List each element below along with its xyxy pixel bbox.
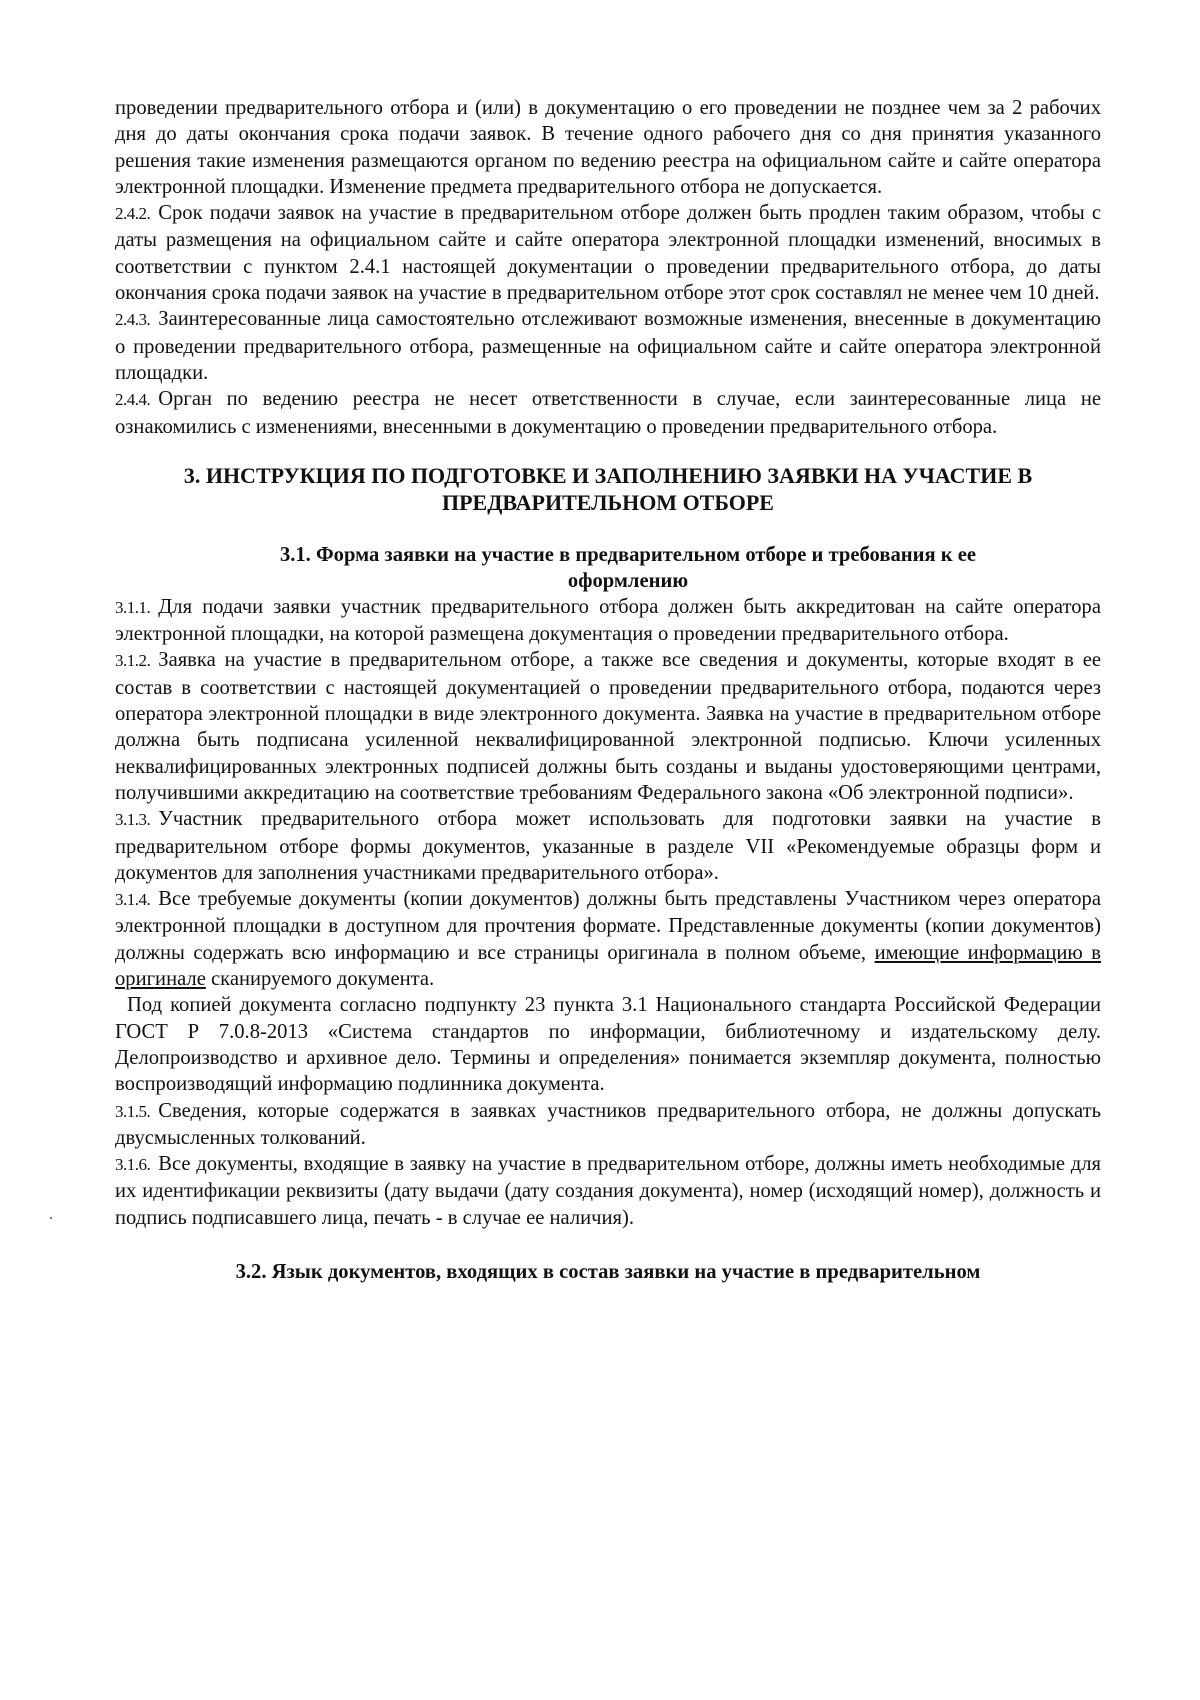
clause-number: 3.1.6. — [115, 1155, 151, 1175]
clause-text: Все документы, входящие в заявку на участие в предварительном отборе, должны иметь необходимые для их идентификации реквизиты (дату выдачи (дату создания документа), номер (исходящий номер), должность и подпись подписавшего лица, печать - в случае ее наличия). — [115, 1153, 1101, 1229]
clause-number: 3.1.4. — [115, 890, 151, 910]
paragraph-2-4-2 — [115, 200, 1101, 306]
paragraph-3-1-5 — [115, 1098, 1101, 1152]
clause-number: 3.1.3. — [115, 810, 151, 830]
clause-text: Заинтересованные лица самостоятельно отслеживают возможные изменения, внесенные в документацию о проведении предварительного отбора, размещенные на официальном сайте и сайте оператора электронной площадки. — [115, 308, 1101, 384]
section-3-heading-line1: 3. ИНСТРУКЦИЯ ПО ПОДГОТОВКЕ И ЗАПОЛНЕНИЮ ЗАЯВКИ НА УЧАСТИЕ В — [183, 462, 1033, 488]
subsection-3-1-heading-line2: оформлению — [567, 569, 689, 592]
paragraph-3-1-6 — [115, 1151, 1101, 1231]
clause-text: Участник предварительного отбора может использовать для подготовки заявки на участие в предварительном отборе формы документов, указанные в разделе VII «Рекомендуемые образцы форм и документов для заполнения участниками предварительного отбора». — [115, 808, 1101, 884]
clause-number: 2.4.2. — [115, 204, 151, 224]
clause-number: 2.4.4. — [115, 390, 151, 410]
clause-number: 3.1.5. — [115, 1101, 151, 1121]
clause-text: Заявка на участие в предварительном отборе, а также все сведения и документы, которые входят в ее состав в соответствии с настоящей документацией о проведении предварительного отбора, подаются через оператора электронной площадки в виде электронного документа. Заявка на участие в предварительном отборе должна быть подписана усиленной неквалифицированной электронной подписью. Ключи усиленных неквалифицированных электронных подписей должны быть созданы и выданы удостоверяющими центрами, получившими аккредитацию на соответствие требованиям Федерального закона «Об электронной подписи». — [115, 649, 1101, 804]
subsection-3-2-heading: 3.2. Язык документов, входящих в состав заявки на участие в предварительном — [235, 1260, 981, 1283]
paragraph-2-4-3 — [115, 306, 1101, 386]
clause-text: Сведения, которые содержатся в заявках участников предварительного отбора, не должны допускать двусмысленных толкований. — [115, 1099, 1101, 1149]
paragraph-continuation: проведении предварительного отбора и (или) в документацию о его проведении не позднее чем за 2 рабочих дня до даты окончания срока подачи заявок. В течение одного рабочего дня со дня принятия указанного решения такие изменения размещаются органом по ведению реестра на официальном сайте и сайте оператора электронной площадки. Изменение предмета предварительного отбора не допускается. — [115, 97, 1101, 198]
clause-text: Все требуемые документы (копии документов) должны быть представлены Участником через оператора электронной площадки в доступном для прочтения формате. Представленные документы (копии документов) должны содержать всю информацию и все страницы оригинала в полном объеме, — [115, 888, 1101, 964]
underlined-phrase: имеющие информацию в оригинале — [115, 941, 1101, 991]
clause-number: 3.1.2. — [115, 651, 151, 671]
scan-speck — [50, 1217, 52, 1219]
subsection-3-1-heading — [115, 542, 1101, 594]
paragraph-3-1-4 — [115, 886, 1101, 992]
clause-text: Орган по ведению реестра не несет ответственности в случае, если заинтересованные лица не ознакомились с изменениями, внесенными в документацию о проведении предварительного отбора. — [115, 388, 1101, 438]
document-page — [115, 95, 1101, 1685]
paragraph-copy-definition: Под копией документа согласно подпункту 23 пункта 3.1 Национального стандарта Российской Федерации ГОСТ Р 7.0.8-2013 «Система стандартов по информации, библиотечному и издательскому делу. Делопроизводство и архивное дело. Термины и определения» понимается экземпляр документа, полностью воспроизводящий информацию подлинника документа. — [115, 994, 1101, 1096]
clause-text: Срок подачи заявок на участие в предварительном отборе должен быть продлен таким образом, чтобы с даты размещения на официальном сайте и сайте оператора электронной площадки изменений, вносимых в соответствии с пунктом 2.4.1 настоящей документации о проведении предварительного отбора, до даты окончания срока подачи заявок на участие в предварительном отборе этот срок составлял не менее чем 10 дней. — [115, 202, 1101, 305]
paragraph-3-1-3 — [115, 806, 1101, 886]
clause-text: Для подачи заявки участник предварительного отбора должен быть аккредитован на сайте оператора электронной площадки, на которой размещена документация о проведении предварительного отбора. — [115, 595, 1101, 646]
paragraph-3-1-2 — [115, 647, 1101, 806]
clause-text-end: сканируемого документа. — [205, 968, 435, 991]
section-3-heading-line2: ПРЕДВАРИТЕЛЬНОМ ОТБОРЕ — [442, 489, 774, 515]
paragraph-3-1-1 — [115, 594, 1101, 648]
section-3-heading — [115, 462, 1101, 516]
subsection-3-1-heading-line1: 3.1. Форма заявки на участие в предварительном отборе и требования к ее — [279, 543, 977, 566]
paragraph-2-4-4 — [115, 386, 1101, 440]
clause-number: 3.1.1. — [115, 597, 151, 617]
clause-number: 2.4.3. — [115, 310, 151, 330]
